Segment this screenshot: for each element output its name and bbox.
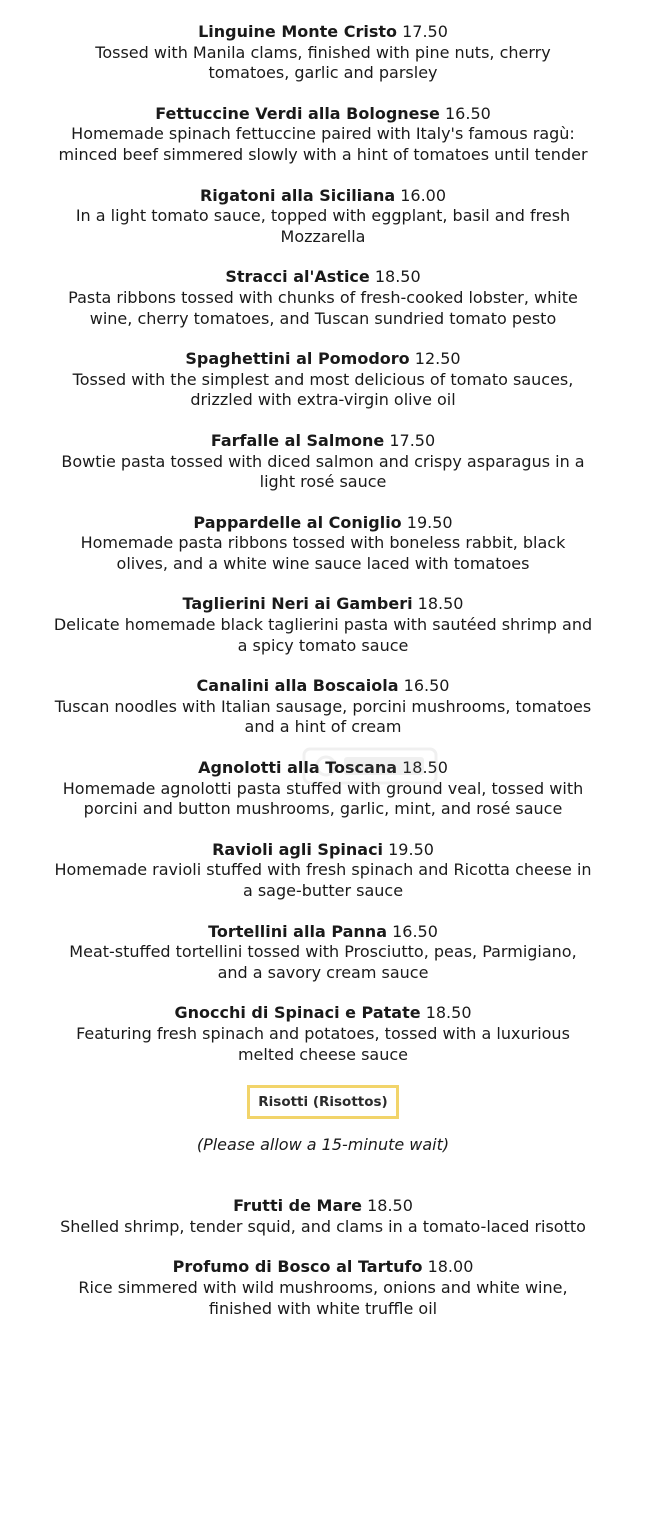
item-name: Tortellini alla Panna [208, 921, 387, 941]
risotti-section-header [0, 1085, 646, 1154]
item-name: Profumo di Bosco al Tartufo [172, 1257, 423, 1277]
menu-item [53, 186, 593, 248]
item-name: Farfalle al Salmone [210, 430, 385, 450]
item-name: Spaghettini al Pomodoro [185, 349, 410, 369]
item-price: 18.50 [402, 758, 448, 778]
item-price: 18.50 [367, 1196, 413, 1216]
item-price: 18.50 [374, 267, 421, 287]
menu-item [53, 676, 593, 738]
item-price: 16.00 [400, 185, 447, 205]
menu-item [53, 22, 593, 84]
item-description: Homemade agnolotti pasta stuffed with ground veal, tossed with porcini and button mushrooms, garlic, mint, and rosé sauce [62, 778, 584, 819]
menu-item [53, 1003, 593, 1065]
item-description: Tossed with the simplest and most delicious of tomato sauces, drizzled with extra-virgin olive oil [72, 369, 574, 410]
item-name: Pappardelle al Coniglio [193, 512, 402, 532]
menu-item [53, 431, 593, 493]
item-price: 18.00 [427, 1257, 474, 1277]
menu-item [53, 922, 593, 984]
menu-item [53, 513, 593, 575]
menu-item [53, 840, 593, 902]
risotti-list [0, 1196, 646, 1319]
item-name: Taglierini Neri ai Gamberi [182, 594, 413, 614]
section-note: (Please allow a 15-minute wait) [196, 1135, 450, 1155]
item-name: Gnocchi di Spinaci e Patate [174, 1003, 421, 1023]
item-price: 16.50 [445, 103, 491, 123]
pasta-list [0, 22, 646, 1065]
item-description: Shelled shrimp, tender squid, and clams in a tomato-laced risotto [60, 1216, 586, 1236]
item-price: 16.50 [403, 676, 450, 696]
item-price: 17.50 [389, 430, 436, 450]
item-price: 19.50 [406, 512, 453, 532]
item-description: Homemade spinach fettuccine paired with Italy's famous ragù: minced beef simmered slowly with a hint of tomatoes until tender [58, 124, 588, 164]
item-name: Rigatoni alla Siciliana [199, 185, 396, 205]
item-description: In a light tomato sauce, topped with eggplant, basil and fresh Mozzarella [75, 206, 571, 246]
item-name: Agnolotti alla Toscana [198, 758, 398, 778]
menu-item [53, 758, 593, 820]
menu-item [53, 1257, 593, 1319]
menu-item [53, 267, 593, 329]
item-name: Canalini alla Boscaiola [196, 676, 399, 696]
menu-item [53, 349, 593, 411]
item-name: Frutti de Mare [233, 1196, 362, 1216]
item-price: 18.50 [417, 594, 464, 614]
item-name: Ravioli agli Spinaci [212, 839, 384, 859]
menu-item [53, 1196, 593, 1237]
item-description: Rice simmered with wild mushrooms, onions and white wine, finished with white truffle oil [78, 1277, 568, 1318]
menu-item [53, 594, 593, 656]
item-name: Linguine Monte Cristo [198, 22, 397, 41]
item-price: 16.50 [392, 921, 438, 941]
item-description: Pasta ribbons tossed with chunks of fresh-cooked lobster, white wine, cherry tomatoes, and Tuscan sundried tomato pesto [68, 287, 578, 328]
section-title: Risotti (Risottos) [247, 1085, 398, 1119]
item-description: Featuring fresh spinach and potatoes, tossed with a luxurious melted cheese sauce [76, 1023, 570, 1064]
item-price: 17.50 [402, 22, 448, 41]
item-price: 12.50 [414, 349, 461, 369]
item-description: Homemade pasta ribbons tossed with boneless rabbit, black olives, and a white wine sauce laced with tomatoes [80, 533, 566, 573]
item-description: Meat-stuffed tortellini tossed with Prosciutto, peas, Parmigiano, and a savory cream sauce [69, 942, 577, 982]
item-description: Homemade ravioli stuffed with fresh spinach and Ricotta cheese in a sage-butter sauce [54, 860, 592, 900]
item-description: Tuscan noodles with Italian sausage, porcini mushrooms, tomatoes and a hint of cream [54, 696, 592, 737]
item-name: Stracci al'Astice [225, 267, 370, 287]
item-price: 18.50 [425, 1003, 472, 1023]
item-price: 19.50 [388, 839, 434, 859]
menu-item [53, 104, 593, 166]
item-description: Tossed with Manila clams, finished with pine nuts, cherry tomatoes, garlic and parsley [95, 42, 551, 83]
item-description: Bowtie pasta tossed with diced salmon and crispy asparagus in a light rosé sauce [61, 451, 585, 492]
item-name: Fettuccine Verdi alla Bolognese [155, 103, 440, 123]
item-description: Delicate homemade black taglierini pasta with sautéed shrimp and a spicy tomato sauce [53, 615, 593, 655]
